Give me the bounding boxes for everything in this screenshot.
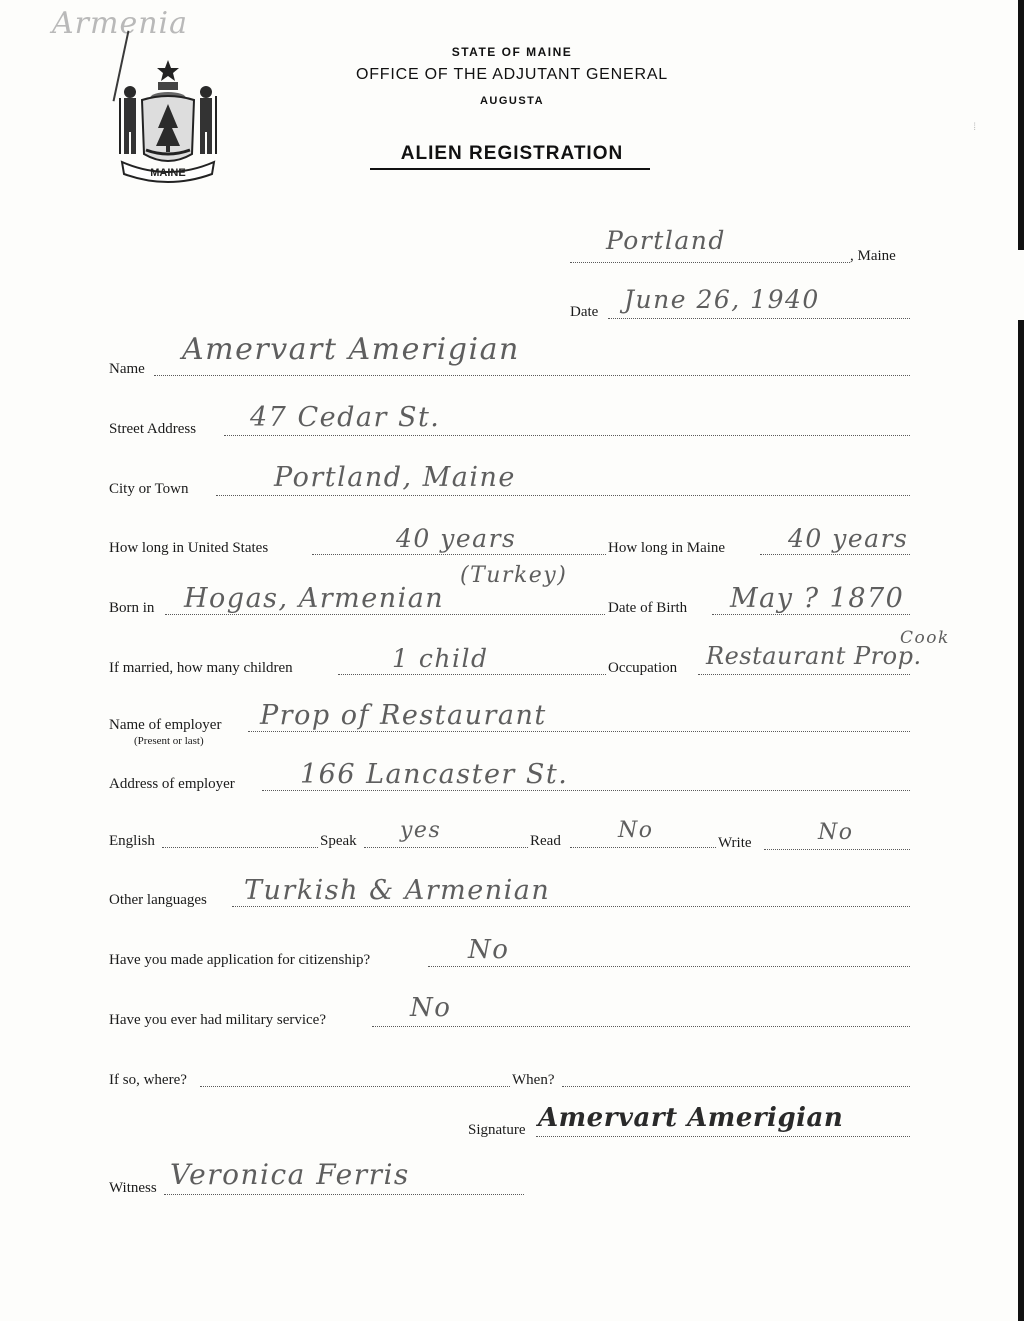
where-label: If so, where?	[109, 1072, 187, 1088]
name-line	[154, 375, 910, 376]
read-line	[570, 847, 716, 848]
how-long-us-label: How long in United States	[109, 540, 269, 556]
date-of-birth-line	[712, 614, 910, 615]
speak-label: Speak	[320, 833, 357, 849]
when-line	[562, 1086, 910, 1087]
city-label: City or Town	[109, 481, 189, 497]
date-line	[608, 318, 910, 319]
read-label: Read	[530, 833, 561, 849]
place-value: Portland	[606, 226, 726, 255]
signature-line	[536, 1136, 910, 1137]
name-label: Name	[109, 361, 145, 377]
born-in-note: (Turkey)	[460, 563, 568, 588]
employer-name-label: Name of employer	[109, 717, 222, 733]
write-value: No	[818, 820, 854, 845]
children-value: 1 child	[392, 644, 489, 673]
how-long-maine-value: 40 years	[788, 524, 909, 553]
employer-name-sublabel: (Present or last)	[134, 735, 204, 747]
military-value: No	[410, 993, 452, 1023]
occupation-note: Cook	[900, 628, 950, 648]
employer-name-line	[248, 731, 910, 732]
date-value: June 26, 1940	[624, 285, 820, 314]
citizenship-line	[428, 966, 910, 967]
margin-note: Armenia	[52, 6, 189, 41]
write-line	[764, 849, 910, 850]
how-long-us-line	[312, 554, 606, 555]
english-line	[162, 847, 318, 848]
write-label: Write	[718, 835, 752, 851]
children-label: If married, how many children	[109, 660, 293, 676]
military-label: Have you ever had military service?	[109, 1012, 326, 1028]
read-value: No	[618, 818, 654, 843]
speak-value: yes	[400, 818, 442, 843]
city-line	[216, 495, 910, 496]
children-line	[338, 674, 606, 675]
header-state: STATE OF MAINE	[451, 45, 573, 59]
place-line	[570, 262, 850, 263]
citizenship-label: Have you made application for citizenship?	[109, 952, 371, 968]
date-of-birth-value: May ? 1870	[730, 583, 905, 614]
military-line	[372, 1026, 910, 1027]
date-label: Date	[570, 304, 599, 320]
citizenship-value: No	[468, 935, 510, 965]
speak-line	[364, 847, 528, 848]
title-underline	[370, 168, 650, 170]
other-languages-value: Turkish & Armenian	[244, 875, 551, 906]
signature-value: Amervart Amerigian	[538, 1103, 844, 1133]
born-in-line	[165, 614, 605, 615]
witness-line	[164, 1194, 524, 1195]
scan-edge	[1018, 0, 1024, 1321]
other-languages-line	[232, 906, 910, 907]
scan-speck: ⁞	[973, 122, 976, 133]
header-office: OFFICE OF THE ADJUTANT GENERAL	[355, 66, 669, 83]
city-value: Portland, Maine	[274, 462, 516, 493]
street-line	[224, 435, 910, 436]
where-line	[200, 1086, 510, 1087]
street-label: Street Address	[109, 421, 197, 437]
english-label: English	[109, 833, 155, 849]
employer-address-line	[262, 790, 910, 791]
employer-address-value: 166 Lancaster St.	[300, 759, 569, 790]
born-in-value: Hogas, Armenian	[184, 583, 445, 614]
how-long-us-value: 40 years	[396, 524, 517, 553]
employer-address-label: Address of employer	[109, 776, 235, 792]
scan-edge-gap	[1018, 250, 1024, 320]
header-city: AUGUSTA	[479, 95, 545, 107]
when-label: When?	[512, 1072, 555, 1088]
occupation-value: Restaurant Prop.	[706, 642, 922, 670]
occupation-label: Occupation	[608, 660, 678, 676]
born-in-label: Born in	[109, 600, 155, 616]
signature-label: Signature	[468, 1122, 526, 1138]
how-long-maine-line	[760, 554, 910, 555]
witness-value: Veronica Ferris	[170, 1158, 410, 1191]
name-value: Amervart Amerigian	[182, 332, 520, 367]
occupation-line	[698, 674, 910, 675]
street-value: 47 Cedar St.	[250, 402, 441, 433]
witness-label: Witness	[109, 1180, 157, 1196]
how-long-maine-label: How long in Maine	[608, 540, 726, 556]
date-of-birth-label: Date of Birth	[608, 600, 688, 616]
seal-banner-text: MAINE	[150, 167, 186, 179]
other-languages-label: Other languages	[109, 892, 207, 908]
place-suffix: , Maine	[850, 248, 896, 264]
form-title: ALIEN REGISTRATION	[400, 143, 624, 164]
employer-name-value: Prop of Restaurant	[260, 700, 547, 731]
